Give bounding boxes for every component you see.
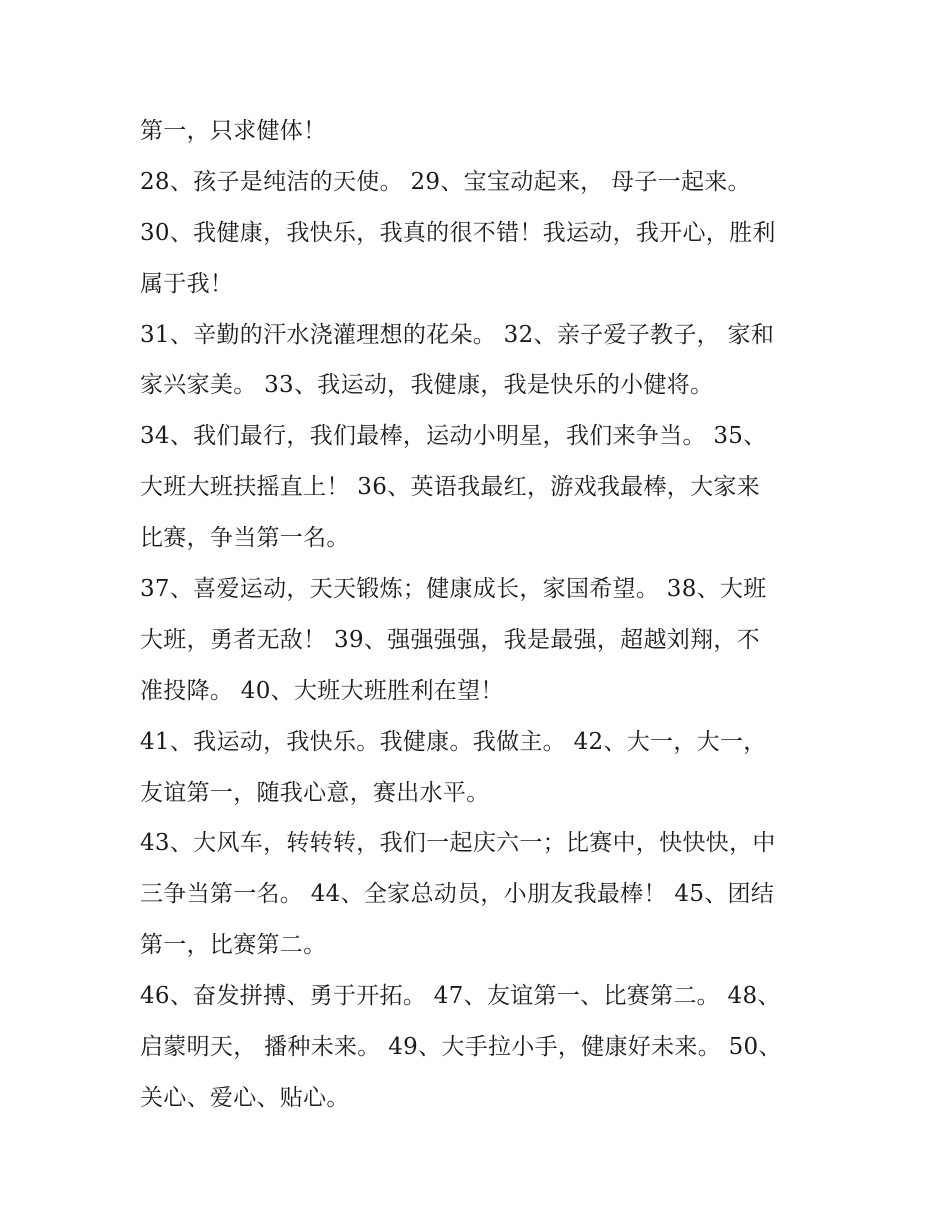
text-line-17: 第一，比赛第二。 bbox=[140, 932, 327, 959]
text-line-12: 准投降。 40、大班大班胜利在望！ bbox=[140, 677, 504, 704]
slogan-text-block bbox=[140, 106, 820, 1124]
text-line-15: 43、大风车，转转转，我们一起庆六一；比赛中，快快快，中 bbox=[140, 830, 776, 857]
text-line-19: 启蒙明天， 播种未来。 49、大手拉小手，健康好未来。 50、 bbox=[140, 1034, 782, 1061]
text-line-7: 34、我们最行，我们最棒，运动小明星，我们来争当。 35、 bbox=[140, 423, 767, 450]
text-line-14: 友谊第一，随我心意，赛出水平。 bbox=[140, 779, 490, 806]
text-line-2: 28、孩子是纯洁的天使。 29、宝宝动起来， 母子一起来。 bbox=[140, 168, 751, 195]
text-line-1: 第一，只求健体！ bbox=[140, 118, 327, 144]
text-line-8: 大班大班扶摇直上！ 36、英语我最红，游戏我最棒，大家来 bbox=[140, 474, 760, 501]
text-line-20: 关心、爱心、贴心。 bbox=[140, 1084, 350, 1111]
text-line-13: 41、我运动，我快乐。我健康。我做主。 42、大一，大一， bbox=[140, 728, 767, 755]
text-line-16: 三争当第一名。 44、全家总动员，小朋友我最棒！ 45、团结 bbox=[140, 881, 775, 908]
text-line-11: 大班，勇者无敌！ 39、强强强强，我是最强，超越刘翔，不 bbox=[140, 626, 760, 653]
text-line-9: 比赛，争当第一名。 bbox=[140, 525, 350, 552]
text-line-4: 属于我！ bbox=[140, 270, 234, 297]
text-line-18: 46、奋发拼搏、勇于开拓。 47、友谊第一、比赛第二。 48、 bbox=[140, 983, 781, 1010]
text-line-5: 31、辛勤的汗水浇灌理想的花朵。 32、亲子爱子教子， 家和 bbox=[140, 321, 775, 348]
text-line-3: 30、我健康，我快乐，我真的很不错！我运动，我开心，胜利 bbox=[140, 219, 776, 246]
text-line-6: 家兴家美。 33、我运动，我健康，我是快乐的小健将。 bbox=[140, 372, 714, 399]
text-line-10: 37、喜爱运动，天天锻炼；健康成长，家国希望。 38、大班 bbox=[140, 576, 767, 603]
